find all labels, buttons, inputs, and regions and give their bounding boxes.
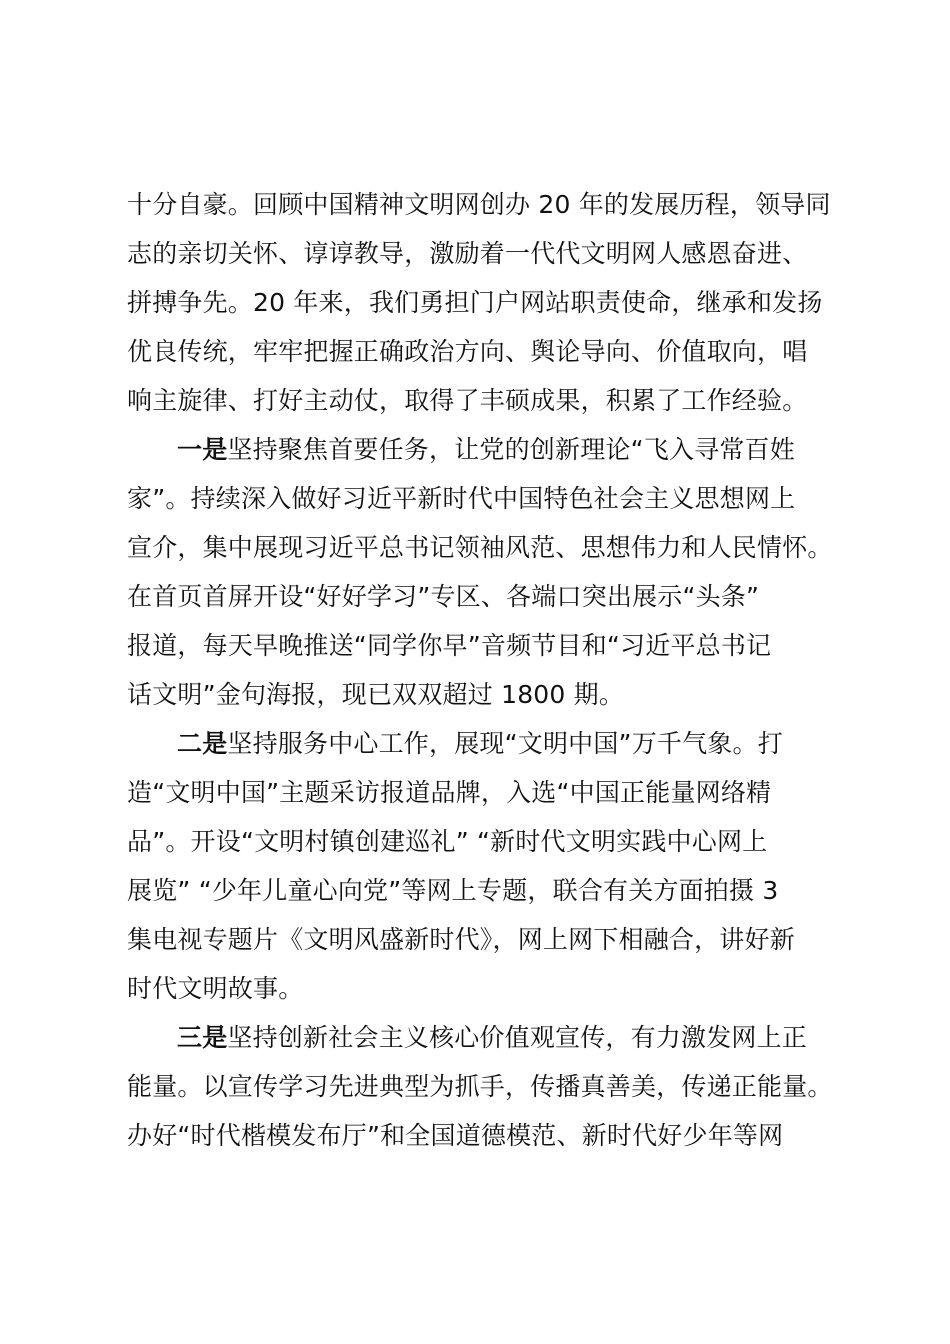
text-line: 能量。以宣传学习先进典型为抓手，传播真善美，传递正能量。 (127, 1072, 833, 1101)
paragraph-lead: 三是 (177, 1023, 228, 1052)
text-line: 造“文明中国”主题采访报道品牌，入选“中国正能量网络精 (127, 778, 772, 807)
text-line: 响主旋律、打好主动仗，取得了丰硕成果，积累了工作经验。 (127, 386, 808, 415)
text-line: 集电视专题片《文明风盛新时代》，网上网下相融合，讲好新 (127, 925, 795, 954)
text-line: 宣介，集中展现习近平总书记领袖风范、思想伟力和人民情怀。 (127, 533, 833, 562)
paragraph-text: 坚持创新社会主义核心价值观宣传，有力激发网上正 (227, 1023, 808, 1052)
text-line: 话文明”金句海报，现已双双超过 1800 期。 (127, 680, 625, 709)
text-line: 志的亲切关怀、谆谆教导，激励着一代代文明网人感恩奋进、 (127, 239, 808, 268)
paragraph-lead: 二是 (177, 729, 228, 758)
text-line: 十分自豪。回顾中国精神文明网创办 20 年的发展历程，领导同 (127, 190, 831, 219)
paragraph-first-line (127, 425, 847, 474)
paragraph-first-line (127, 1013, 847, 1062)
text-line: 办好“时代楷模发布厅”和全国道德模范、新时代好少年等网 (127, 1121, 784, 1150)
paragraph-first-line (127, 719, 847, 768)
text-line: 拼搏争先。20 年来，我们勇担门户网站职责使命，继承和发扬 (127, 288, 823, 317)
paragraph-lead: 一是 (177, 435, 228, 464)
text-line: 报道，每天早晚推送“同学你早”音频节目和“习近平总书记 (127, 631, 772, 660)
text-line: 品”。开设“文明村镇创建巡礼” “新时代文明实践中心网上 (127, 827, 768, 856)
document-body (127, 180, 847, 1160)
text-line: 时代文明故事。 (127, 974, 304, 1003)
text-line: 展览” “少年儿童心向党”等网上专题，联合有关方面拍摄 3 (127, 876, 779, 905)
paragraph-text: 坚持服务中心工作，展现“文明中国”万千气象。打 (227, 729, 783, 758)
text-line: 家”。持续深入做好习近平新时代中国特色社会主义思想网上 (127, 484, 796, 513)
text-line: 优良传统，牢牢把握正确政治方向、舆论导向、价值取向，唱 (127, 337, 808, 366)
paragraph-text: 坚持聚焦首要任务，让党的创新理论“飞入寻常百姓 (227, 435, 795, 464)
text-line: 在首页首屏开设“好好学习”专区、各端口突出展示“头条” (127, 582, 760, 611)
